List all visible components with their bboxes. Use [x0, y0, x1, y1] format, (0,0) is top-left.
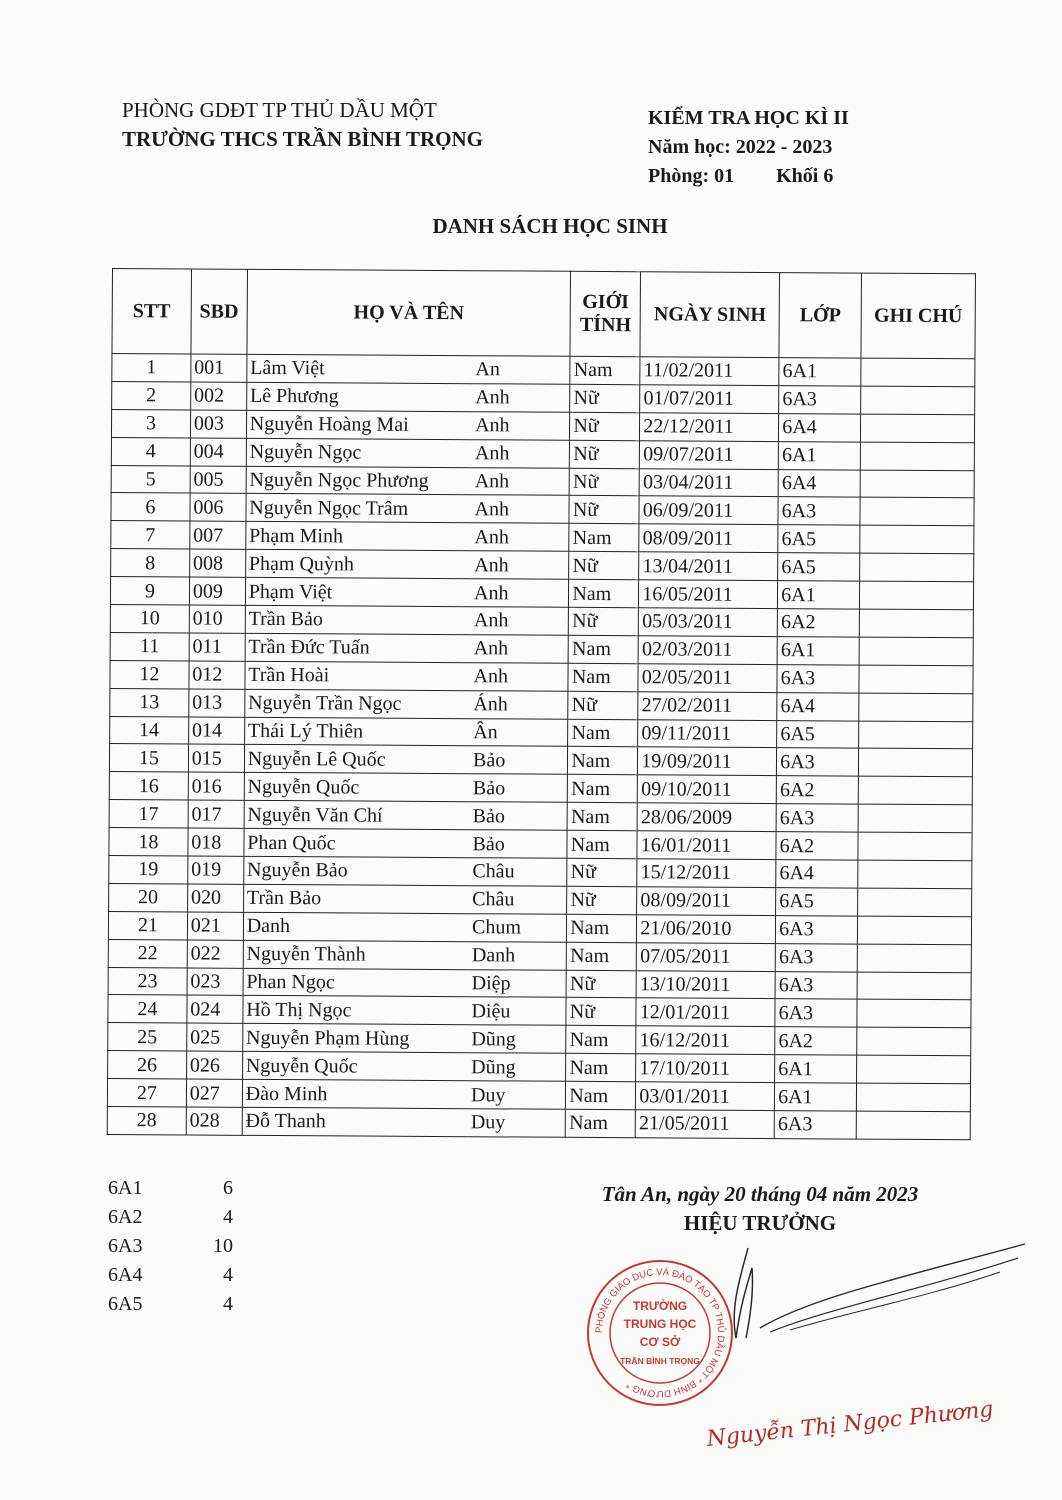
cell-note [861, 358, 975, 387]
cell-gender: Nam [566, 1054, 636, 1082]
exam-name: KIỂM TRA HỌC KÌ II [648, 107, 849, 129]
cell-surname: Phạm Minh [246, 522, 472, 551]
header-right [648, 104, 849, 191]
cell-note [858, 888, 972, 917]
cell-note [857, 1000, 971, 1029]
cell-surname: Nguyễn Trần Ngọc [245, 689, 471, 718]
cell-gender: Nữ [569, 552, 639, 580]
cell-dob: 12/01/2011 [636, 998, 775, 1027]
cell-dob: 13/04/2011 [639, 552, 778, 581]
cell-stt: 16 [109, 772, 188, 800]
cell-stt: 14 [110, 716, 189, 744]
cell-note [860, 525, 974, 554]
cell-gender: Nam [569, 524, 639, 552]
header-dob: NGÀY SINH [640, 272, 779, 358]
stamp-ring-text: PHÒNG GIÁO DỤC VÀ ĐÀO TẠO TP THỦ DẦU MỘT * BÌNH DƯƠNG * [593, 1266, 727, 1400]
summary-class: 6A4 [108, 1264, 143, 1286]
exam-room: Phòng: 01 [648, 165, 735, 187]
cell-given-name: Anh [472, 495, 570, 523]
cell-gender: Nam [568, 747, 638, 775]
cell-surname: Đào Minh [242, 1079, 468, 1108]
cell-stt: 17 [109, 800, 188, 828]
cell-dob: 02/03/2011 [638, 636, 777, 665]
cell-class: 6A4 [779, 413, 861, 441]
cell-stt: 3 [111, 409, 190, 437]
cell-surname: Thái Lý Thiên [244, 717, 470, 746]
cell-sbd: 008 [189, 549, 245, 577]
cell-sbd: 019 [188, 856, 244, 884]
student-roster-table [107, 268, 976, 1140]
header-gender: GIỚI TÍNH [570, 271, 640, 356]
school-seal-stamp [585, 1258, 735, 1408]
place-date: Tân An, ngày 20 tháng 04 năm 2023 [601, 1182, 919, 1206]
cell-sbd: 002 [190, 382, 246, 410]
cell-sbd: 013 [189, 689, 245, 717]
cell-sbd: 018 [188, 828, 244, 856]
cell-class: 6A1 [775, 1083, 857, 1111]
cell-note [858, 860, 972, 889]
summary-class: 6A2 [108, 1206, 143, 1228]
cell-given-name: Châu [469, 858, 567, 886]
cell-class: 6A1 [777, 636, 859, 664]
cell-stt: 6 [111, 493, 190, 521]
cell-sbd: 027 [186, 1079, 242, 1107]
class-summary [108, 1174, 233, 1319]
cell-sbd: 004 [190, 438, 246, 466]
cell-surname: Hồ Thị Ngọc [243, 996, 469, 1025]
cell-stt: 12 [110, 660, 189, 688]
header-class: LỚP [779, 273, 861, 358]
cell-note [859, 637, 973, 666]
grade-level: Khối 6 [776, 165, 834, 187]
cell-given-name: Bảo [470, 774, 568, 802]
cell-sbd: 010 [189, 605, 245, 633]
cell-surname: Phạm Việt [245, 577, 471, 606]
cell-given-name: Dũng [468, 1025, 566, 1053]
cell-dob: 22/12/2011 [640, 413, 779, 442]
cell-note [857, 972, 971, 1001]
cell-note [857, 944, 971, 973]
cell-class: 6A5 [776, 887, 858, 915]
cell-given-name: Anh [471, 607, 569, 635]
cell-given-name: Anh [471, 523, 569, 551]
cell-stt: 2 [112, 381, 191, 409]
header-stt: STT [112, 269, 191, 354]
cell-stt: 22 [108, 939, 187, 967]
cell-note [859, 721, 973, 750]
cell-gender: Nam [567, 914, 637, 942]
cell-gender: Nữ [566, 998, 636, 1026]
cell-surname: Trần Hoài [245, 661, 471, 690]
cell-class: 6A2 [777, 609, 859, 637]
cell-given-name: Anh [471, 579, 569, 607]
principal-signature-name: Nguyễn Thị Ngọc Phương [705, 1397, 995, 1452]
cell-note [858, 832, 972, 861]
cell-sbd: 024 [187, 995, 243, 1023]
cell-dob: 27/02/2011 [638, 691, 777, 720]
cell-given-name: Anh [472, 439, 570, 467]
cell-gender: Nam [567, 942, 637, 970]
cell-gender: Nam [567, 803, 637, 831]
cell-surname: Phan Ngọc [243, 968, 469, 997]
cell-sbd: 021 [187, 912, 243, 940]
cell-class: 6A3 [775, 999, 857, 1027]
cell-given-name: Anh [472, 411, 570, 439]
cell-class: 6A2 [775, 1027, 857, 1055]
cell-note [856, 1083, 970, 1112]
cell-given-name: Châu [469, 886, 567, 914]
cell-gender: Nam [568, 635, 638, 663]
cell-note [858, 804, 972, 833]
cell-stt: 4 [111, 437, 190, 465]
cell-class: 6A3 [775, 971, 857, 999]
cell-note [860, 414, 974, 443]
summary-row [108, 1290, 233, 1319]
cell-given-name: An [472, 356, 570, 384]
cell-dob: 03/01/2011 [636, 1082, 775, 1111]
cell-surname: Nguyễn Quốc [244, 773, 470, 802]
stamp-line-2: TRUNG HỌC [623, 1317, 697, 1331]
cell-surname: Nguyễn Thành [243, 940, 469, 969]
cell-gender: Nam [566, 1109, 636, 1137]
cell-sbd: 009 [189, 577, 245, 605]
cell-surname: Lê Phương [246, 382, 472, 411]
cell-given-name: Diệp [469, 969, 567, 997]
cell-stt: 15 [109, 744, 188, 772]
cell-surname: Trần Bảo [243, 884, 469, 913]
cell-class: 6A3 [777, 664, 859, 692]
cell-dob: 05/03/2011 [639, 608, 778, 637]
summary-class: 6A1 [108, 1177, 143, 1199]
cell-sbd: 011 [189, 633, 245, 661]
cell-sbd: 026 [186, 1051, 242, 1079]
cell-given-name: Chum [469, 914, 567, 942]
cell-given-name: Dũng [468, 1053, 566, 1081]
cell-note [858, 776, 972, 805]
school-year: Năm học: 2022 - 2023 [648, 136, 833, 158]
summary-row [108, 1232, 233, 1261]
cell-note [859, 609, 973, 638]
cell-dob: 28/06/2009 [637, 803, 776, 832]
cell-gender: Nữ [570, 412, 640, 440]
summary-count: 4 [223, 1293, 233, 1315]
cell-class: 6A5 [778, 525, 860, 553]
cell-given-name: Anh [472, 467, 570, 495]
cell-gender: Nữ [567, 886, 637, 914]
cell-sbd: 022 [187, 940, 243, 968]
cell-dob: 01/07/2011 [640, 385, 779, 414]
cell-note [857, 1027, 971, 1056]
cell-sbd: 020 [187, 884, 243, 912]
cell-given-name: Anh [470, 662, 568, 690]
cell-surname: Nguyễn Hoàng Mai [246, 410, 472, 439]
cell-sbd: 007 [190, 521, 246, 549]
school-name: TRƯỜNG THCS TRẦN BÌNH TRỌNG [122, 127, 483, 151]
cell-sbd: 025 [187, 1023, 243, 1051]
cell-class: 6A5 [777, 720, 859, 748]
cell-dob: 09/11/2011 [638, 719, 777, 748]
cell-gender: Nam [566, 1026, 636, 1054]
cell-stt: 18 [109, 828, 188, 856]
cell-stt: 28 [107, 1107, 186, 1135]
cell-class: 6A2 [776, 832, 858, 860]
cell-dob: 15/12/2011 [637, 859, 776, 888]
cell-gender: Nữ [570, 384, 640, 412]
cell-note [859, 665, 973, 694]
cell-dob: 21/06/2010 [637, 915, 776, 944]
cell-note [860, 470, 974, 499]
cell-note [860, 498, 974, 527]
cell-dob: 09/10/2011 [638, 775, 777, 804]
cell-note [859, 581, 973, 610]
cell-dob: 13/10/2011 [636, 970, 775, 999]
cell-sbd: 017 [188, 800, 244, 828]
cell-class: 6A3 [775, 943, 857, 971]
cell-gender: Nam [566, 1081, 636, 1109]
header-note: GHI CHÚ [861, 273, 976, 359]
cell-surname: Nguyễn Ngọc Phương [246, 466, 472, 495]
table-header-row [112, 269, 976, 359]
cell-class: 6A1 [775, 1055, 857, 1083]
cell-class: 6A3 [777, 748, 859, 776]
cell-stt: 5 [111, 465, 190, 493]
cell-dob: 16/12/2011 [636, 1026, 775, 1055]
cell-stt: 21 [108, 911, 187, 939]
cell-surname: Nguyễn Quốc [242, 1052, 468, 1081]
cell-dob: 21/05/2011 [635, 1110, 774, 1139]
cell-surname: Nguyễn Lê Quốc [244, 745, 470, 774]
summary-count: 4 [223, 1264, 233, 1286]
stamp-line-3: CƠ SỞ [639, 1335, 681, 1349]
cell-stt: 1 [112, 354, 191, 382]
cell-note [860, 553, 974, 582]
cell-given-name: Diệu [468, 997, 566, 1025]
cell-sbd: 028 [186, 1107, 242, 1135]
signature-scribble [700, 1238, 1030, 1348]
cell-class: 6A4 [777, 692, 859, 720]
cell-sbd: 005 [190, 466, 246, 494]
cell-class: 6A5 [778, 553, 860, 581]
cell-dob: 11/02/2011 [640, 357, 779, 386]
cell-gender: Nữ [569, 607, 639, 635]
cell-note [859, 693, 973, 722]
cell-dob: 08/09/2011 [639, 524, 778, 553]
cell-class: 6A3 [774, 1111, 856, 1139]
cell-given-name: Anh [471, 635, 569, 663]
cell-gender: Nữ [570, 440, 640, 468]
cell-sbd: 006 [190, 493, 246, 521]
cell-surname: Nguyễn Bảo [244, 856, 470, 885]
stamp-line-1: TRƯỜNG [632, 1299, 688, 1313]
cell-sbd: 001 [191, 354, 247, 382]
cell-stt: 13 [110, 688, 189, 716]
cell-dob: 16/05/2011 [639, 580, 778, 609]
cell-gender: Nam [570, 356, 640, 384]
cell-surname: Trần Bảo [245, 605, 471, 634]
header-left [122, 96, 483, 154]
cell-given-name: Anh [471, 551, 569, 579]
cell-surname: Nguyễn Ngọc Trâm [246, 494, 472, 523]
summary-count: 4 [223, 1206, 233, 1228]
cell-stt: 9 [110, 577, 189, 605]
cell-note [858, 749, 972, 778]
summary-count: 6 [223, 1177, 233, 1199]
cell-dob: 09/07/2011 [640, 440, 779, 469]
cell-note [860, 442, 974, 471]
cell-note [857, 916, 971, 945]
cell-dob: 17/10/2011 [636, 1054, 775, 1083]
principal-title: HIỆU TRƯỞNG [683, 1211, 837, 1235]
cell-surname: Phạm Quỳnh [245, 550, 471, 579]
cell-surname: Phan Quốc [244, 828, 470, 857]
cell-stt: 7 [111, 521, 190, 549]
header-sbd: SBD [191, 269, 247, 354]
stamp-line-4: TRẦN BÌNH TRỌNG [620, 1356, 700, 1366]
cell-given-name: Duy [468, 1109, 566, 1137]
cell-sbd: 012 [189, 661, 245, 689]
cell-gender: Nữ [567, 858, 637, 886]
cell-given-name: Duy [468, 1081, 566, 1109]
cell-stt: 8 [111, 549, 190, 577]
cell-gender: Nam [568, 719, 638, 747]
cell-note [861, 386, 975, 415]
cell-sbd: 014 [188, 717, 244, 745]
cell-surname: Trần Đức Tuấn [245, 633, 471, 662]
cell-given-name: Danh [469, 941, 567, 969]
cell-gender: Nữ [566, 970, 636, 998]
cell-stt: 20 [109, 883, 188, 911]
cell-gender: Nữ [568, 691, 638, 719]
cell-given-name: Ân [470, 718, 568, 746]
cell-gender: Nữ [569, 468, 639, 496]
cell-dob: 19/09/2011 [638, 747, 777, 776]
cell-stt: 26 [108, 1051, 187, 1079]
cell-surname: Lâm Việt [247, 354, 473, 383]
cell-given-name: Bảo [469, 830, 567, 858]
cell-given-name: Bảo [470, 746, 568, 774]
cell-sbd: 015 [188, 744, 244, 772]
cell-surname: Nguyễn Phạm Hùng [242, 1024, 468, 1053]
department-name: PHÒNG GDĐT TP THỦ DẦU MỘT [122, 98, 437, 122]
table-row [107, 1107, 970, 1140]
cell-dob: 02/05/2011 [638, 664, 777, 693]
cell-stt: 19 [109, 856, 188, 884]
cell-dob: 07/05/2011 [637, 942, 776, 971]
cell-gender: Nữ [569, 496, 639, 524]
cell-given-name: Anh [472, 384, 570, 412]
cell-sbd: 016 [188, 772, 244, 800]
cell-class: 6A3 [776, 915, 858, 943]
summary-row [108, 1203, 233, 1232]
cell-class: 6A4 [778, 469, 860, 497]
cell-given-name: Bảo [470, 802, 568, 830]
cell-note [856, 1111, 970, 1140]
cell-surname: Đỗ Thanh [242, 1107, 468, 1136]
header-full-name: HỌ VÀ TÊN [247, 269, 571, 356]
summary-row [108, 1174, 233, 1203]
cell-dob: 08/09/2011 [637, 887, 776, 916]
cell-stt: 24 [108, 995, 187, 1023]
cell-stt: 27 [107, 1079, 186, 1107]
cell-dob: 06/09/2011 [639, 496, 778, 525]
summary-class: 6A5 [108, 1293, 143, 1315]
cell-gender: Nam [568, 663, 638, 691]
cell-class: 6A3 [779, 385, 861, 413]
cell-note [857, 1055, 971, 1084]
cell-stt: 23 [108, 967, 187, 995]
cell-stt: 25 [108, 1023, 187, 1051]
document-title: DANH SÁCH HỌC SINH [432, 214, 668, 238]
cell-class: 6A4 [776, 860, 858, 888]
cell-gender: Nam [568, 775, 638, 803]
cell-given-name: Ánh [470, 690, 568, 718]
cell-dob: 16/01/2011 [637, 831, 776, 860]
cell-gender: Nam [569, 579, 639, 607]
cell-stt: 10 [110, 605, 189, 633]
summary-count: 10 [213, 1235, 233, 1257]
cell-surname: Danh [243, 912, 469, 941]
summary-row [108, 1261, 233, 1290]
cell-gender: Nam [567, 830, 637, 858]
cell-class: 6A3 [778, 497, 860, 525]
signature-block [580, 1182, 940, 1236]
cell-stt: 11 [110, 632, 189, 660]
cell-class: 6A3 [776, 804, 858, 832]
cell-class: 6A2 [776, 776, 858, 804]
cell-sbd: 023 [187, 968, 243, 996]
cell-surname: Nguyễn Ngọc [246, 438, 472, 467]
cell-dob: 03/04/2011 [639, 468, 778, 497]
cell-sbd: 003 [190, 410, 246, 438]
cell-class: 6A1 [778, 441, 860, 469]
cell-class: 6A1 [779, 358, 861, 386]
cell-class: 6A1 [778, 581, 860, 609]
summary-class: 6A3 [108, 1235, 143, 1257]
cell-surname: Nguyễn Văn Chí [244, 801, 470, 830]
